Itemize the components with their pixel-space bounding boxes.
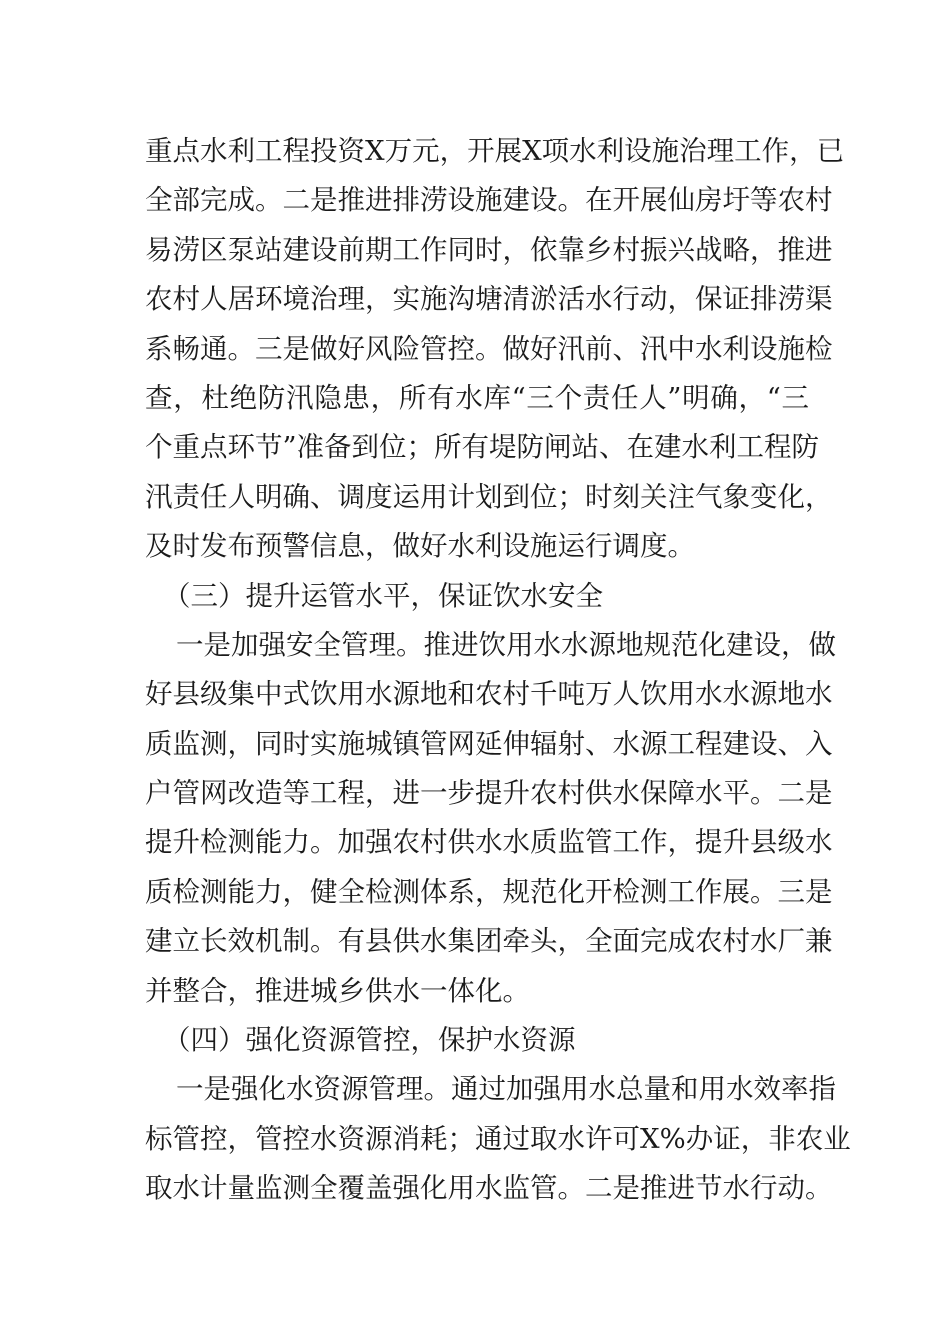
text-line: 建立长效机制。有县供水集团牵头，全面完成农村水厂兼 [145,925,833,958]
text-line: 质检测能力，健全检测体系，规范化开检测工作展。三是 [145,875,833,908]
text-line: 一是加强安全管理。推进饮用水水源地规范化建设，做 [176,628,836,661]
text-line: 一是强化水资源管理。通过加强用水总量和用水效率指 [176,1073,836,1106]
section-heading-three: （三）提升运管水平，保证饮水安全 [163,579,603,612]
section-heading-four: （四）强化资源管控，保护水资源 [163,1024,576,1057]
text-line: 系畅通。三是做好风险管控。做好汛前、汛中水利设施检 [145,332,833,365]
text-line: 易涝区泵站建设前期工作同时，依靠乡村振兴战略，推进 [145,233,833,266]
text-line: 及时发布预警信息，做好水利设施运行调度。 [145,530,695,563]
text-line: 查，杜绝防汛隐患，所有水库“三个责任人”明确，“三 [145,381,809,414]
text-line: 提升检测能力。加强农村供水水质监管工作，提升县级水 [145,826,833,859]
text-line: 农村人居环境治理，实施沟塘清淤活水行动，保证排涝渠 [145,283,833,316]
text-line: 户管网改造等工程，进一步提升农村供水保障水平。二是 [145,777,833,810]
text-line: 个重点环节”准备到位；所有堤防闸站、在建水利工程防 [145,431,820,464]
text-line: 重点水利工程投资X万元，开展X项水利设施治理工作，已 [145,135,845,167]
text-line: 并整合，推进城乡供水一体化。 [145,974,530,1007]
text-line: 取水计量监测全覆盖强化用水监管。二是推进节水行动。 [145,1172,833,1205]
text-line: 好县级集中式饮用水源地和农村千吨万人饮用水水源地水 [145,678,833,711]
text-line: 全部完成。二是推进排涝设施建设。在开展仙房圩等农村 [145,184,833,217]
text-line: 质监测，同时实施城镇管网延伸辐射、水源工程建设、入 [145,727,833,760]
text-line: 汛责任人明确、调度运用计划到位；时刻关注气象变化， [145,480,833,513]
body-text [145,127,851,1214]
text-line: 标管控，管控水资源消耗；通过取水许可X%办证，非农业 [145,1122,851,1155]
